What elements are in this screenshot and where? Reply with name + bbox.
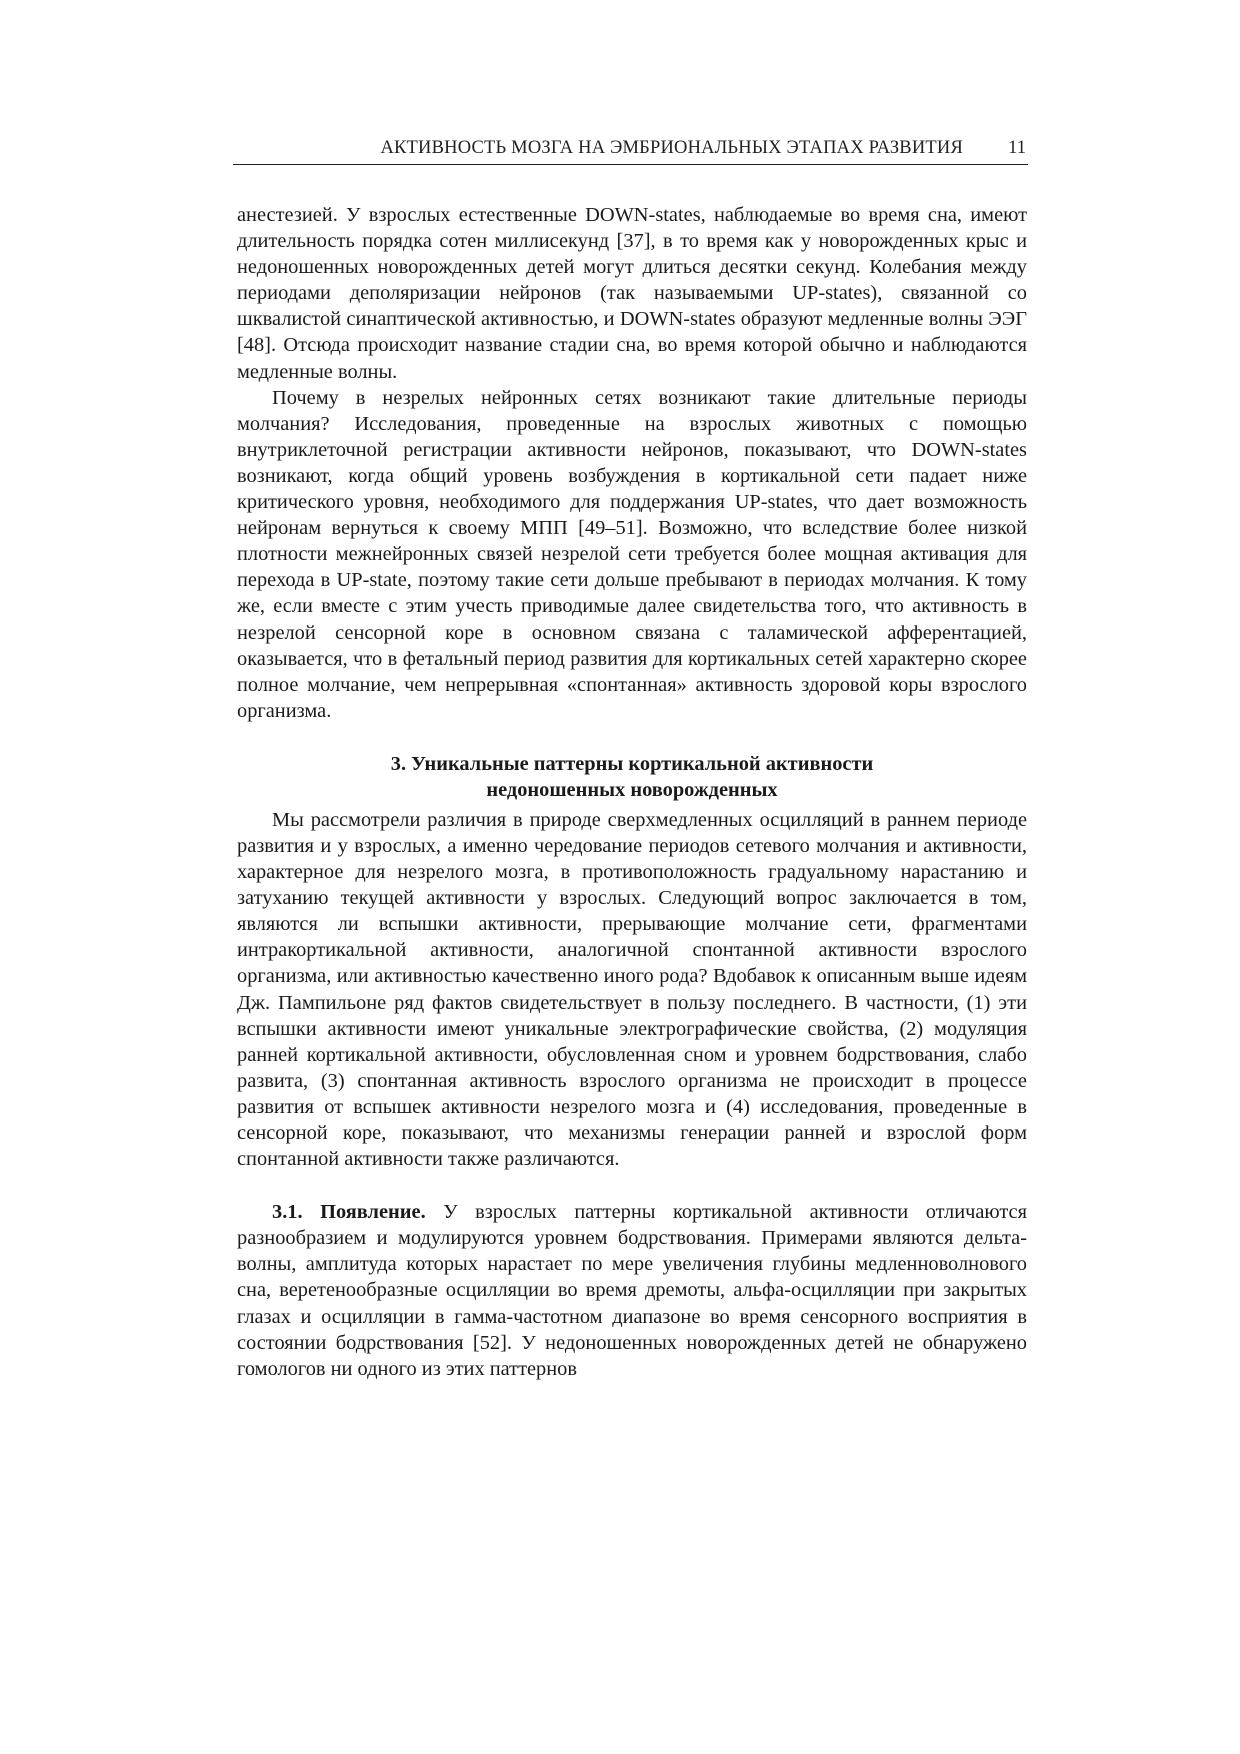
running-header (233, 136, 1028, 165)
subsection-paragraph (237, 1199, 1027, 1382)
subsection-text: У взрослых паттерны кортикальной активности отличаются разнообразием и модулируются уровнем бодрствования. Примерами являются дельта-волны, амплитуда которых нарастает по мере увеличения глубины медленноволнового сна, веретенообразные осцилляции во время дремоты, альфа-осцилляции при закрытых глазах и осцилляции в гамма-частотном диапазоне во время сенсорного восприятия в состоянии бодрствования [52]. У недоношенных новорожденных детей не обнаружено гомологов ни одного из этих паттернов (237, 1201, 1027, 1380)
running-title: АКТИВНОСТЬ МОЗГА НА ЭМБРИОНАЛЬНЫХ ЭТАПАХ РАЗВИТИЯ (380, 138, 963, 158)
page-number: 11 (1008, 138, 1026, 158)
body-text (237, 202, 1027, 1382)
subsection-heading: 3.1. Появление. (272, 1201, 426, 1224)
section-heading (237, 751, 1027, 803)
paragraph-continued: анестезией. У взрослых естественные DOWN-states, наблюдаемые во время сна, имеют длительность порядка сотен миллисекунд [37], в то время как у новорожденных крыс и недоношенных новорожденных детей могут длиться десятки секунд. Колебания между периодами деполяризации нейронов (так называемыми UP-states), связанной со шквалистой синаптической активностью, и DOWN-states образуют медленные волны ЭЭГ [48]. Отсюда происходит название стадии сна, во время которой обычно и наблюдаются медленные волны. (237, 204, 1027, 383)
paragraph: Почему в незрелых нейронных сетях возникают такие длительные периоды молчания? Исследования, проведенные на взрослых животных с помощью внутриклеточной регистрации активности нейронов, показывают, что DOWN-states возникают, когда общий уровень возбуждения в кортикальной сети падает ниже критического уровня, необходимого для поддержания UP-states, что дает возможность нейронам вернуться к своему МПП [49–51]. Возможно, что вследствие более низкой плотности межнейронных связей незрелой сети требуется более мощная активация для перехода в UP-state, поэтому такие сети дольше пребывают в периодах молчания. К тому же, если вместе с этим учесть приводимые далее свидетельства того, что активность в незрелой сенсорной коре в основном связана с таламической афферентацией, оказывается, что в фетальный период развития для кортикальных сетей характерно скорее полное молчание, чем непрерывная «спонтанная» активность здоровой коры взрослого организма. (237, 386, 1027, 722)
section-heading-line: 3. Уникальные паттерны кортикальной активности (390, 752, 874, 775)
paragraph: Мы рассмотрели различия в природе сверхмедленных осцилляций в раннем периоде развития и у взрослых, а именно чередование периодов сетевого молчания и активности, характерное для незрелого мозга, в противоположность градуальному нарастанию и затуханию текущей активности у взрослых. Следующий вопрос заключается в том, являются ли вспышки активности, прерывающие молчание сети, фрагментами интракортикальной активности, аналогичной спонтанной активности взрослого организма, или активностью качественно иного рода? Вдобавок к описанным выше идеям Дж. Пампильоне ряд фактов свидетельствует в пользу последнего. В частности, (1) эти вспышки активности имеют уникальные электрографические свойства, (2) модуляция ранней кортикальной активности, обусловленная сном и уровнем бодрствования, слабо развита, (3) спонтанная активность взрослого организма не происходит в процессе развития от вспышек активности незрелого мозга и (4) исследования, проведенные в сенсорной коре, показывают, что механизмы генерации ранней и взрослой форм спонтанной активности также различаются. (237, 808, 1027, 1171)
section-heading-line: недоношенных новорожденных (486, 778, 778, 801)
